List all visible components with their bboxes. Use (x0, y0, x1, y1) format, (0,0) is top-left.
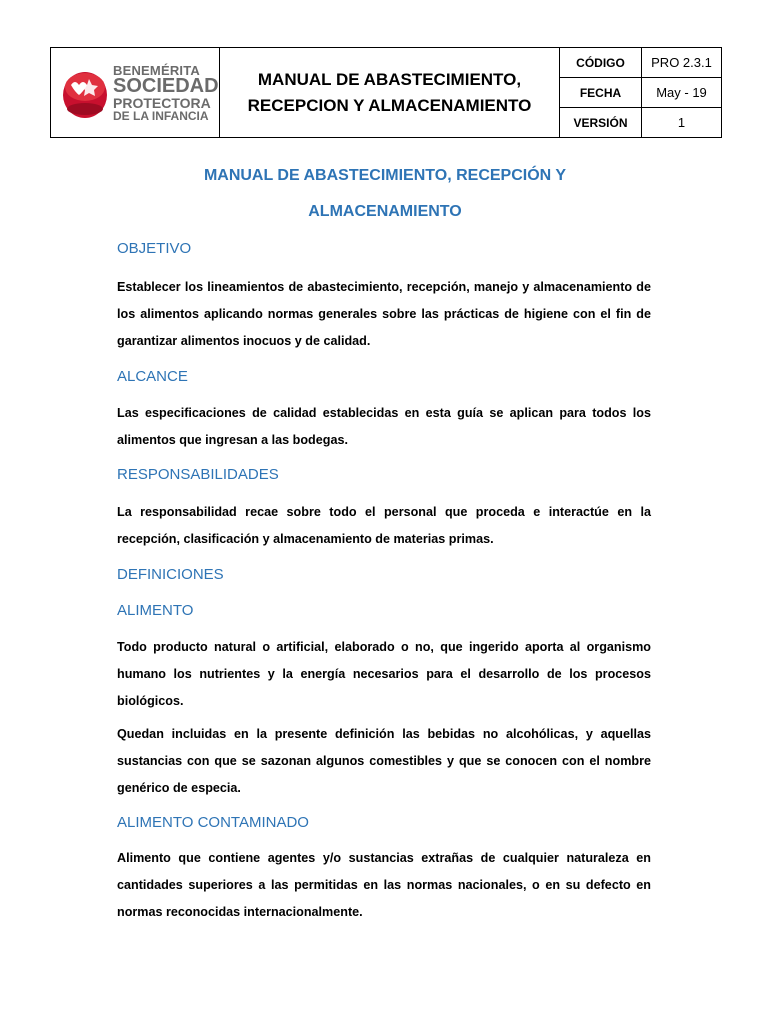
paragraph-alimento-2: Quedan incluidas en la presente definición las bebidas no alcohólicas, y aquellas sustancias con que se sazonan algunos comestibles y que se conocen con el nombre genérico de especia. (117, 727, 651, 795)
logo-line-2: SOCIEDAD (113, 74, 219, 97)
header-title-line-1: MANUAL DE ABASTECIMIENTO, (257, 69, 522, 89)
paragraph-responsabilidades: La responsabilidad recae sobre todo el personal que proceda e interactúe en la recepción, clasificación y almacenamiento de materias primas. (117, 505, 651, 546)
paragraph-alimento-contaminado: Alimento que contiene agentes y/o sustancias extrañas de cualquier naturaleza en cantidades superiores a las permitidas en las normas nacionales, o en su defecto en normas reconocidas internacionalmente. (117, 851, 651, 919)
document-header-table (50, 47, 722, 138)
codigo-label: CÓDIGO (560, 48, 642, 78)
fecha-label: FECHA (560, 78, 642, 108)
heading-responsabilidades: RESPONSABILIDADES (117, 466, 279, 483)
fecha-value: May - 19 (642, 78, 722, 108)
logo-cell (51, 48, 220, 138)
logo-emblem-icon (61, 65, 109, 121)
version-label: VERSIÓN (560, 108, 642, 138)
paragraph-alimento-1: Todo producto natural o artificial, elaborado o no, que ingerido aporta al organismo humano los nutrientes y la energía necesarios para el desarrollo de los procesos biológicos. (117, 640, 651, 708)
document-title (120, 158, 650, 230)
logo-line-1: BENEMÉRITA (113, 62, 200, 78)
logo-line-3: PROTECTORA (113, 94, 211, 111)
logo-line-4: DE LA INFANCIA (113, 108, 209, 123)
paragraph-alcance: Las especificaciones de calidad establecidas en esta guía se aplican para todos los alimentos que ingresan a las bodegas. (117, 406, 651, 447)
document-title-line-2: ALMACENAMIENTO (308, 203, 462, 220)
codigo-value: PRO 2.3.1 (642, 48, 722, 78)
paragraph-objetivo: Establecer los lineamientos de abastecimiento, recepción, manejo y almacenamiento de los alimentos aplicando normas generales sobre las prácticas de higiene con el fin de garantizar alimentos inocuos y de calidad. (117, 280, 651, 348)
heading-alcance: ALCANCE (117, 368, 188, 385)
organization-logo (51, 64, 219, 122)
heading-alimento-contaminado: ALIMENTO CONTAMINADO (117, 814, 309, 831)
header-title-line-2: RECEPCION Y ALMACENAMIENTO (247, 95, 532, 115)
heading-alimento: ALIMENTO (117, 602, 194, 619)
version-value: 1 (642, 108, 722, 138)
heading-definiciones: DEFINICIONES (117, 566, 224, 583)
header-title (220, 48, 560, 138)
document-title-line-1: MANUAL DE ABASTECIMIENTO, RECEPCIÓN Y (203, 167, 567, 184)
heading-objetivo: OBJETIVO (117, 240, 192, 257)
